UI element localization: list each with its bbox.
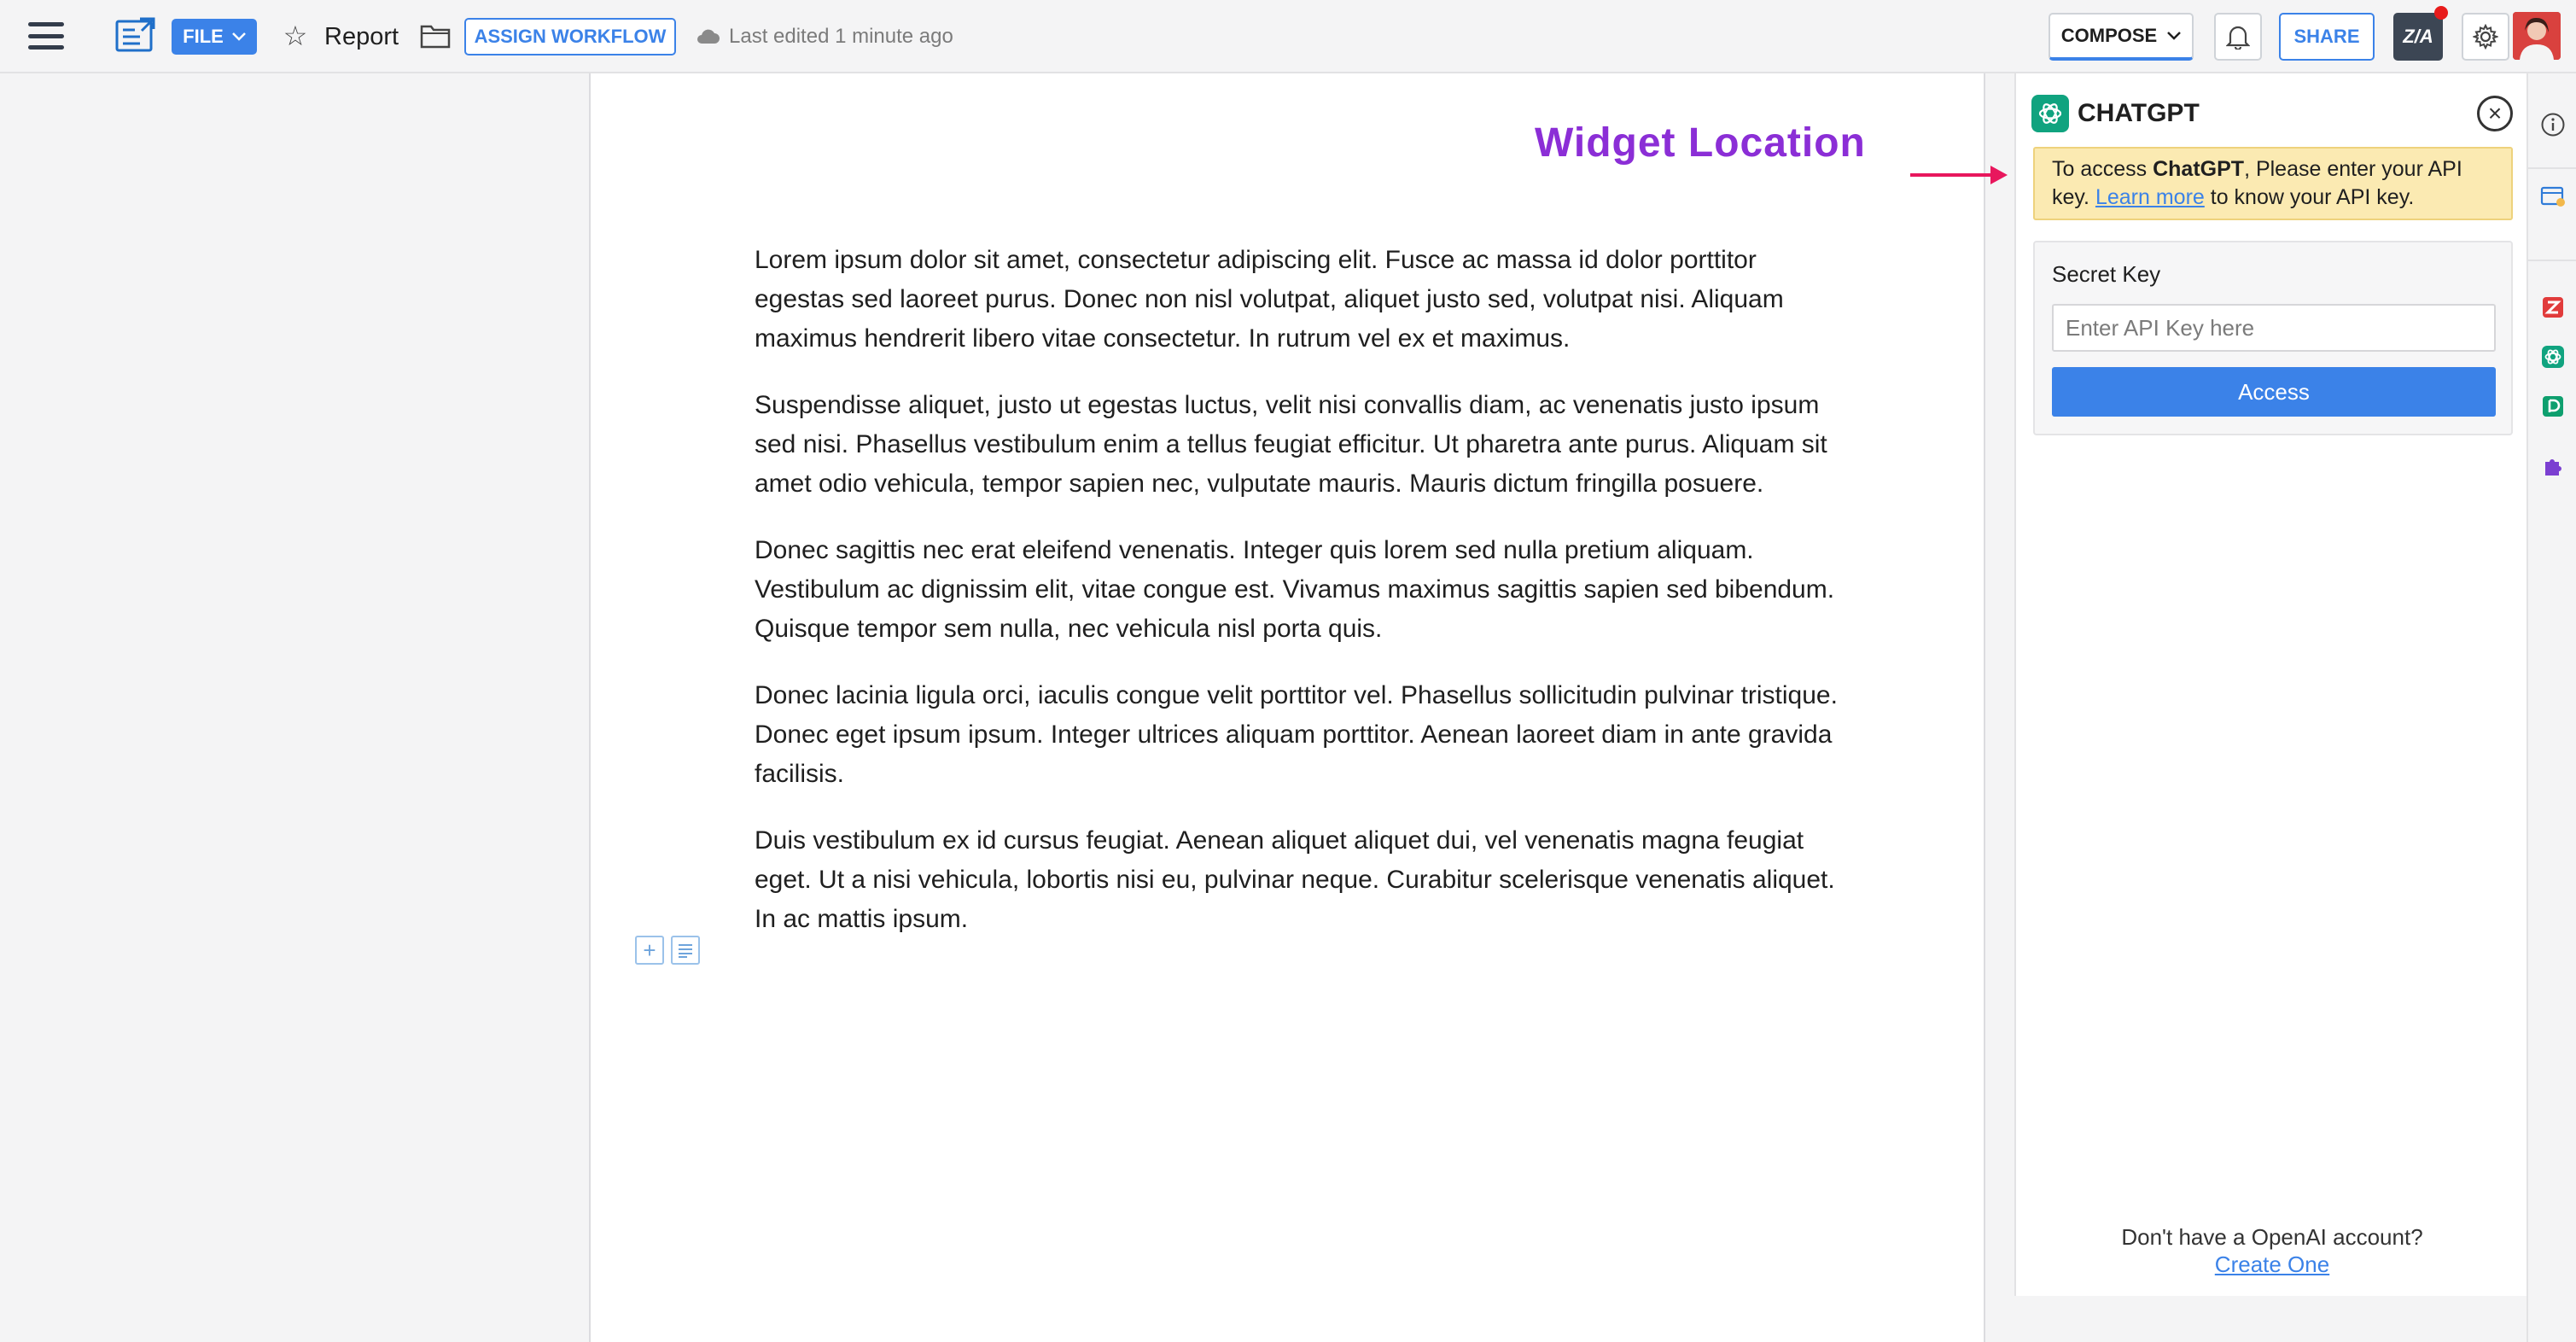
zia-label: Z/A: [2403, 26, 2433, 47]
api-key-input[interactable]: [2052, 304, 2496, 352]
assign-workflow-button[interactable]: ASSIGN WORKFLOW: [464, 18, 676, 55]
panel-header: [2031, 92, 2513, 135]
document-icon[interactable]: [114, 15, 157, 55]
paragraph[interactable]: Suspendisse aliquet, justo ut egestas luctus, velit nisi convallis diam, ac venenatis justo ipsum sed nisi. Phasellus vestibulum enim a tellus feugiat efficitur. Ut pharetra ante purus. Aliquam sit amet odio vehicula, tempor sapien nec, vulputate mauris. Mauris dictum fringilla posuere.: [755, 391, 1827, 498]
create-account-link[interactable]: Create One: [2214, 1252, 2330, 1277]
annotation-arrow-icon: [1909, 162, 2009, 188]
document-body[interactable]: [755, 241, 1839, 966]
paragraph[interactable]: Lorem ipsum dolor sit amet, consectetur adipiscing elit. Fusce ac massa id dolor porttitor egestas sed laoreet purus. Donec non nisl volutpat, aliquet justo sed, volutpat nisi. Aliquam maximus hendrerit libero vitae consectetur. In rutrum vel ex et maximus.: [755, 246, 1784, 353]
notice-prefix: To access: [2052, 157, 2153, 181]
widget-location-annotation: Widget Location: [1535, 120, 1866, 166]
puzzle-extensions-icon[interactable]: [2536, 449, 2570, 483]
right-rail: [2526, 73, 2576, 1342]
paragraph[interactable]: Donec lacinia ligula orci, iaculis congue velit porttitor vel. Phasellus sollicitudin pulvinar tristique. Donec eget ipsum ipsum. Integer ultrices aliquam porttitor. Aenean laoreet diam in ante gravida facilisis.: [755, 681, 1838, 788]
rail-divider: [2528, 260, 2576, 261]
document-extension-icon[interactable]: [2536, 389, 2570, 423]
chatgpt-extension-icon[interactable]: [2536, 340, 2570, 374]
access-button[interactable]: Access: [2052, 367, 2496, 417]
learn-more-link[interactable]: Learn more: [2095, 185, 2205, 209]
paragraph[interactable]: Donec sagittis nec erat eleifend venenatis. Integer quis lorem sed nulla pretium aliquam. Vestibulum ac dignissim elit, vitae congue est. Vivamus maximus sagittis sapien sed bibendum. Quisque tempor sem nulla, nec vehicula nisl porta quis.: [755, 536, 1835, 643]
rail-divider: [2528, 167, 2576, 169]
close-icon[interactable]: ×: [2477, 96, 2513, 131]
document-title[interactable]: Report: [324, 22, 399, 50]
share-button[interactable]: SHARE: [2279, 13, 2375, 61]
notice-bold: ChatGPT: [2153, 157, 2245, 181]
notification-dot: [2434, 6, 2448, 20]
secret-key-form: [2033, 241, 2513, 435]
compose-button[interactable]: [2049, 13, 2194, 61]
bell-icon: [2226, 24, 2250, 50]
insert-block-icon[interactable]: +: [635, 936, 664, 965]
file-menu-label: FILE: [183, 26, 224, 47]
gear-icon: [2473, 24, 2498, 50]
compose-label: COMPOSE: [2060, 25, 2158, 46]
settings-button[interactable]: [2462, 13, 2509, 61]
notifications-button[interactable]: [2214, 13, 2262, 61]
chevron-down-icon: [2167, 32, 2181, 40]
footer-question: Don't have a OpenAI account?: [2121, 1224, 2423, 1250]
hamburger-menu-icon[interactable]: [27, 19, 65, 53]
info-icon[interactable]: [2536, 108, 2570, 142]
zia-assistant-button[interactable]: [2393, 13, 2443, 61]
api-key-notice: [2033, 147, 2513, 220]
chevron-down-icon: [232, 32, 246, 41]
top-bar: [0, 0, 2576, 73]
last-edited-text: Last edited 1 minute ago: [729, 25, 953, 48]
panel-title: CHATGPT: [2078, 99, 2200, 127]
secret-key-label: Secret Key: [2052, 261, 2161, 287]
cloud-icon: [695, 28, 720, 45]
paragraph-tools: [635, 936, 700, 965]
paragraph[interactable]: Duis vestibulum ex id cursus feugiat. Aenean aliquet aliquet dui, vel venenatis magna feugiat eget. Ut a nisi vehicula, lobortis nisi eu, pulvinar neque. Curabitur scelerisque venenatis aliquet. In ac mattis ipsum.: [755, 826, 1835, 933]
user-avatar[interactable]: [2513, 12, 2561, 60]
file-menu-button[interactable]: [172, 19, 257, 55]
chatgpt-logo-icon: [2031, 95, 2069, 132]
document-page[interactable]: [589, 73, 1985, 1342]
chatgpt-panel: [2014, 73, 2526, 1296]
zoho-extension-icon[interactable]: [2536, 290, 2570, 324]
last-edited-status: [695, 19, 953, 55]
paragraph-format-icon[interactable]: [671, 936, 700, 965]
notice-mid: , Please enter your API key.: [2052, 157, 2462, 209]
widget-panel-icon[interactable]: [2536, 179, 2570, 213]
star-icon[interactable]: ☆: [283, 20, 308, 51]
folder-icon[interactable]: [418, 19, 452, 53]
notice-suffix: to know your API key.: [2204, 185, 2415, 209]
